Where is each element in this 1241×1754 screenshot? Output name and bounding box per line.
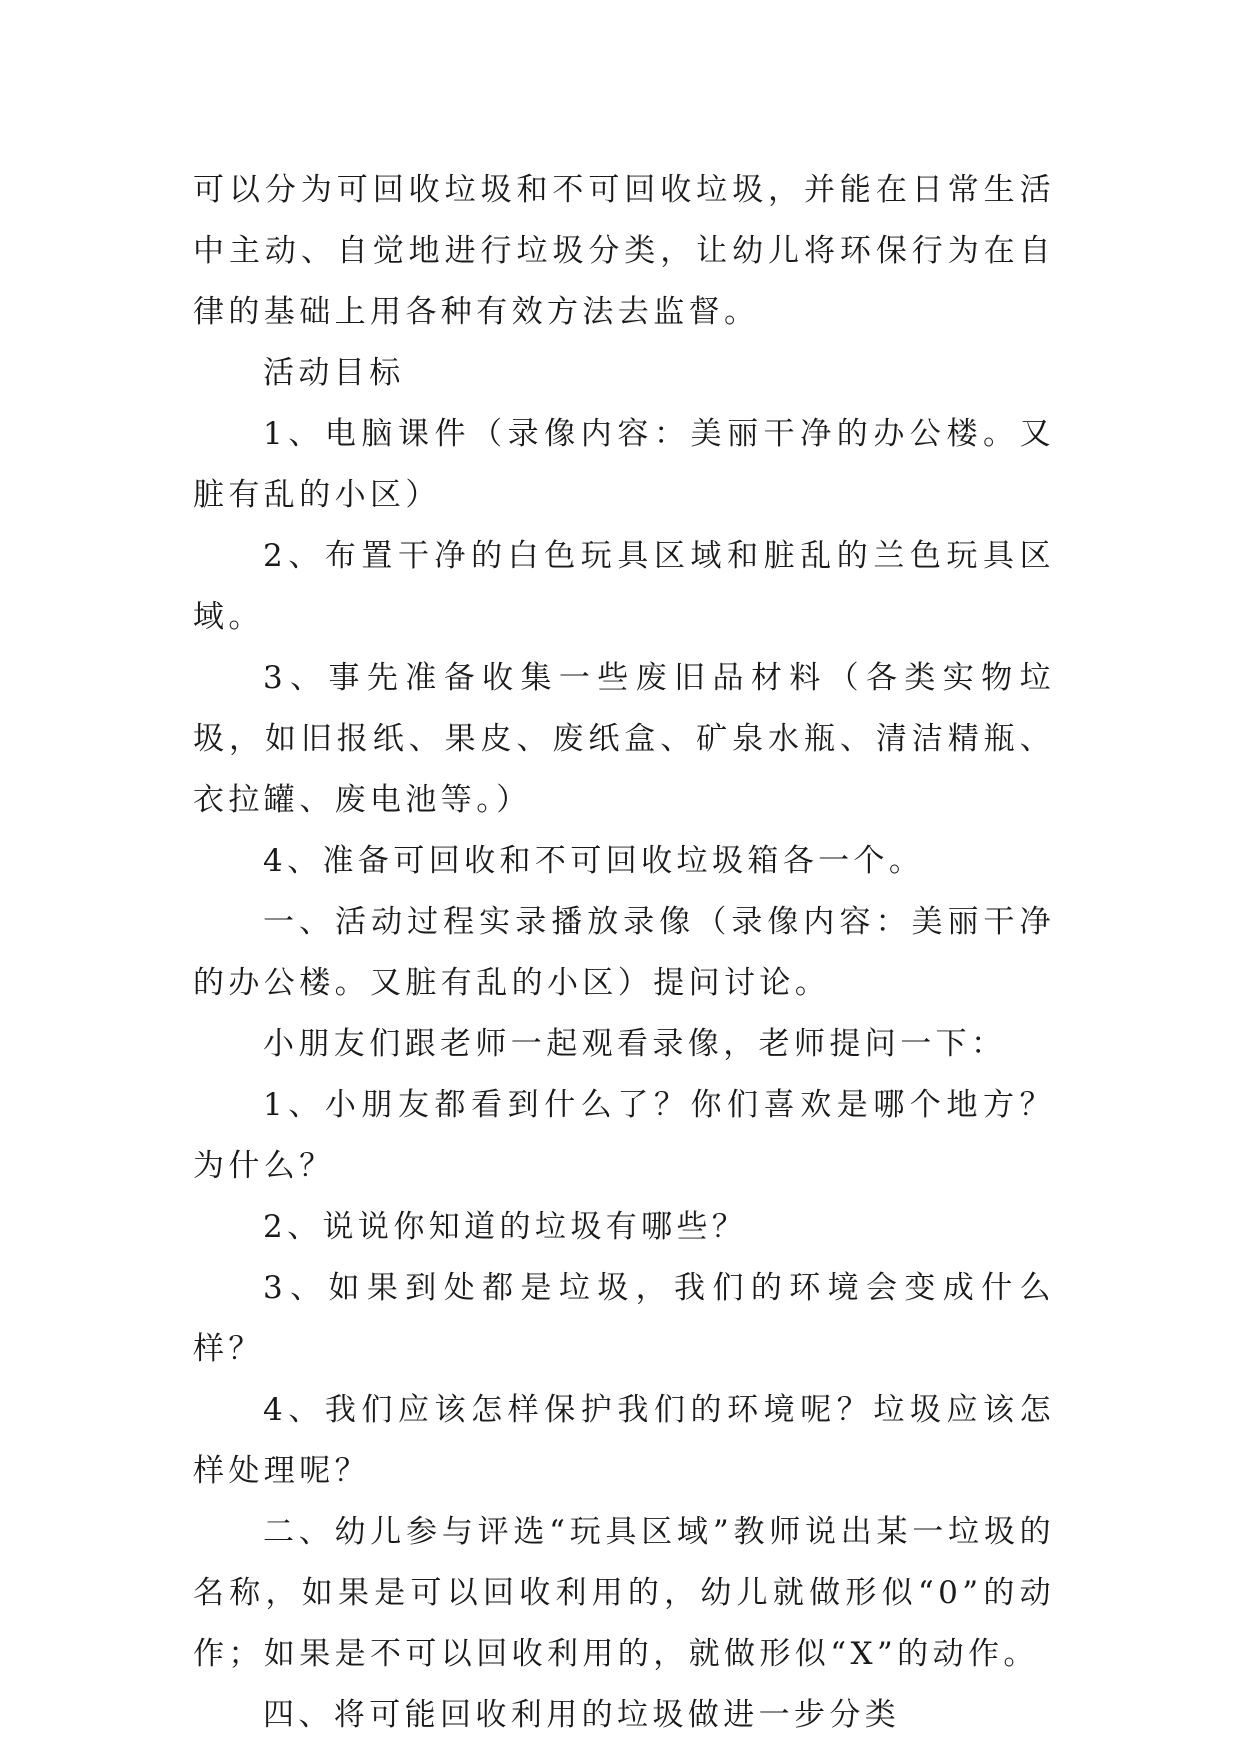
paragraph-question-2: 2、说说你知道的垃圾有哪些？ — [263, 1209, 748, 1245]
paragraph-item-1-courseware: 1、电脑课件（录像内容：美丽干净的办公楼。又脏有乱的小区） — [193, 416, 1055, 513]
paragraph-continuation: 可以分为可回收垃圾和不可回收垃圾，并能在日常生活中主动、自觉地进行垃圾分类，让幼儿将环保行为在自律的基础上用各种有效方法去监督。 — [193, 172, 1055, 330]
paragraph-question-1: 1、小朋友都看到什么了？你们喜欢是哪个地方？为什么？ — [193, 1087, 1055, 1184]
paragraph-step-1-video: 一、活动过程实录播放录像（录像内容：美丽干净的办公楼。又脏有乱的小区）提问讨论。 — [193, 904, 1055, 1001]
paragraph-question-3: 3、如果到处都是垃圾，我们的环境会变成什么样？ — [193, 1270, 1055, 1367]
paragraph-step-4-classification: 四、将可能回收利用的垃圾做进一步分类 — [263, 1697, 901, 1733]
paragraph-question-4: 4、我们应该怎样保护我们的环境呢？垃圾应该怎样处理呢？ — [193, 1392, 1055, 1489]
paragraph-teacher-questions-intro: 小朋友们跟老师一起观看录像，老师提问一下： — [263, 1026, 1007, 1062]
paragraph-item-3-materials: 3、事先准备收集一些废旧品材料（各类实物垃圾，如旧报纸、果皮、废纸盒、矿泉水瓶、清洁精瓶、衣拉罐、废电池等。） — [193, 660, 1055, 818]
paragraph-item-4-bins: 4、准备可回收和不可回收垃圾箱各一个。 — [263, 843, 925, 879]
paragraph-step-2-selection: 二、幼儿参与评选“玩具区域”教师说出某一垃圾的名称，如果是可以回收利用的，幼儿就做形似“0”的动作；如果是不可以回收利用的，就做形似“X”的动作。 — [193, 1514, 1055, 1672]
paragraph-item-2-toy-areas: 2、布置干净的白色玩具区域和脏乱的兰色玩具区域。 — [193, 538, 1055, 635]
document-body — [193, 160, 1055, 1746]
section-heading-activity-goals: 活动目标 — [263, 355, 405, 391]
